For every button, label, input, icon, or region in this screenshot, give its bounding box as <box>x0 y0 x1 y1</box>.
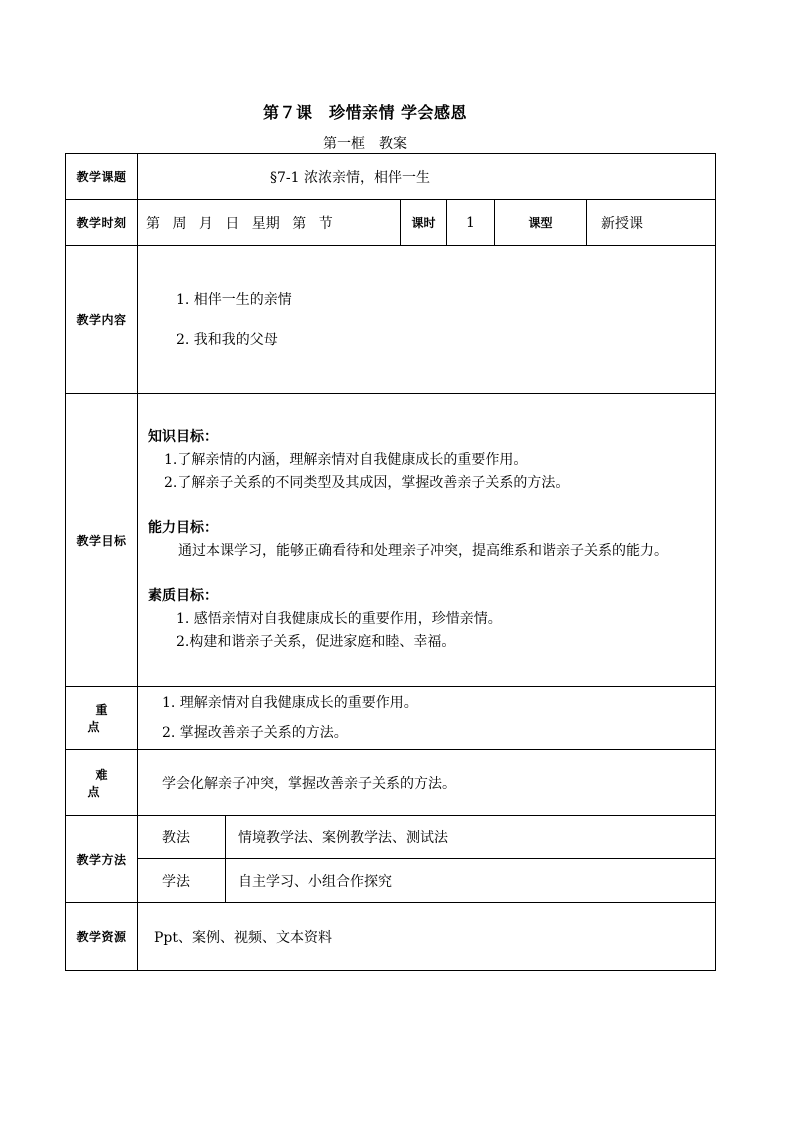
lesson-plan-table <box>65 153 716 971</box>
key-points-label: 重点 <box>66 687 138 750</box>
content-label: 教学内容 <box>66 246 138 394</box>
resources-row <box>66 903 716 971</box>
lesson-type-label: 课型 <box>495 200 587 246</box>
list-item: 1.了解亲情的内涵，理解亲情对自我健康成长的重要作用。 <box>164 452 528 468</box>
knowledge-goals-heading: 知识目标： <box>148 429 218 445</box>
lesson-type-value: 新授课 <box>587 200 716 246</box>
methods-row-learn <box>66 859 716 903</box>
page-title: 第７课 珍惜亲情 学会感恩 <box>262 103 468 122</box>
topic-row <box>66 154 716 200</box>
resources-value: Ppt、案例、视频、文本资料 <box>138 903 716 971</box>
time-row <box>66 200 716 246</box>
topic-label: 教学课题 <box>66 154 138 200</box>
goals-label: 教学目标 <box>66 394 138 687</box>
list-item: 2. 掌握改善亲子关系的方法。 <box>162 725 348 741</box>
period-value: 1 <box>447 200 495 246</box>
key-points-row <box>66 687 716 750</box>
content-row <box>66 246 716 394</box>
topic-value: §7-1 浓浓亲情，相伴一生 <box>138 154 716 200</box>
difficulty-label: 难点 <box>66 750 138 816</box>
list-item: 1. 理解亲情对自我健康成长的重要作用。 <box>162 695 418 711</box>
learning-method-label: 学法 <box>138 859 226 903</box>
list-item: 2.了解亲子关系的不同类型及其成因，掌握改善亲子关系的方法。 <box>164 475 570 491</box>
methods-label: 教学方法 <box>66 816 138 903</box>
teaching-method-value: 情境教学法、案例教学法、测试法 <box>226 816 716 859</box>
resources-label: 教学资源 <box>66 903 138 971</box>
difficulty-row <box>66 750 716 816</box>
goals-content <box>138 394 716 687</box>
difficulty-value: 学会化解亲子冲突，掌握改善亲子关系的方法。 <box>138 750 716 816</box>
list-item: 2.构建和谐亲子关系，促进家庭和睦、幸福。 <box>176 634 456 650</box>
page-subtitle: 第一框 教案 <box>323 136 407 152</box>
time-value: 第 周 月 日 星期 第 节 <box>138 200 401 246</box>
list-item: 1. 感悟亲情对自我健康成长的重要作用，珍惜亲情。 <box>176 611 502 627</box>
content-list <box>138 246 716 394</box>
key-points-content <box>138 687 716 750</box>
methods-row-teach <box>66 816 716 859</box>
teaching-method-label: 教法 <box>138 816 226 859</box>
quality-goals-heading: 素质目标： <box>148 588 218 604</box>
learning-method-value: 自主学习、小组合作探究 <box>226 859 716 903</box>
ability-goals-text: 通过本课学习，能够正确看待和处理亲子冲突，提高维系和谐亲子关系的能力。 <box>178 543 668 559</box>
time-label: 教学时刻 <box>66 200 138 246</box>
list-item: 2. 我和我的父母 <box>176 331 278 348</box>
ability-goals-heading: 能力目标： <box>148 520 218 536</box>
period-label: 课时 <box>401 200 447 246</box>
list-item: 1. 相伴一生的亲情 <box>176 291 292 308</box>
goals-row <box>66 394 716 687</box>
